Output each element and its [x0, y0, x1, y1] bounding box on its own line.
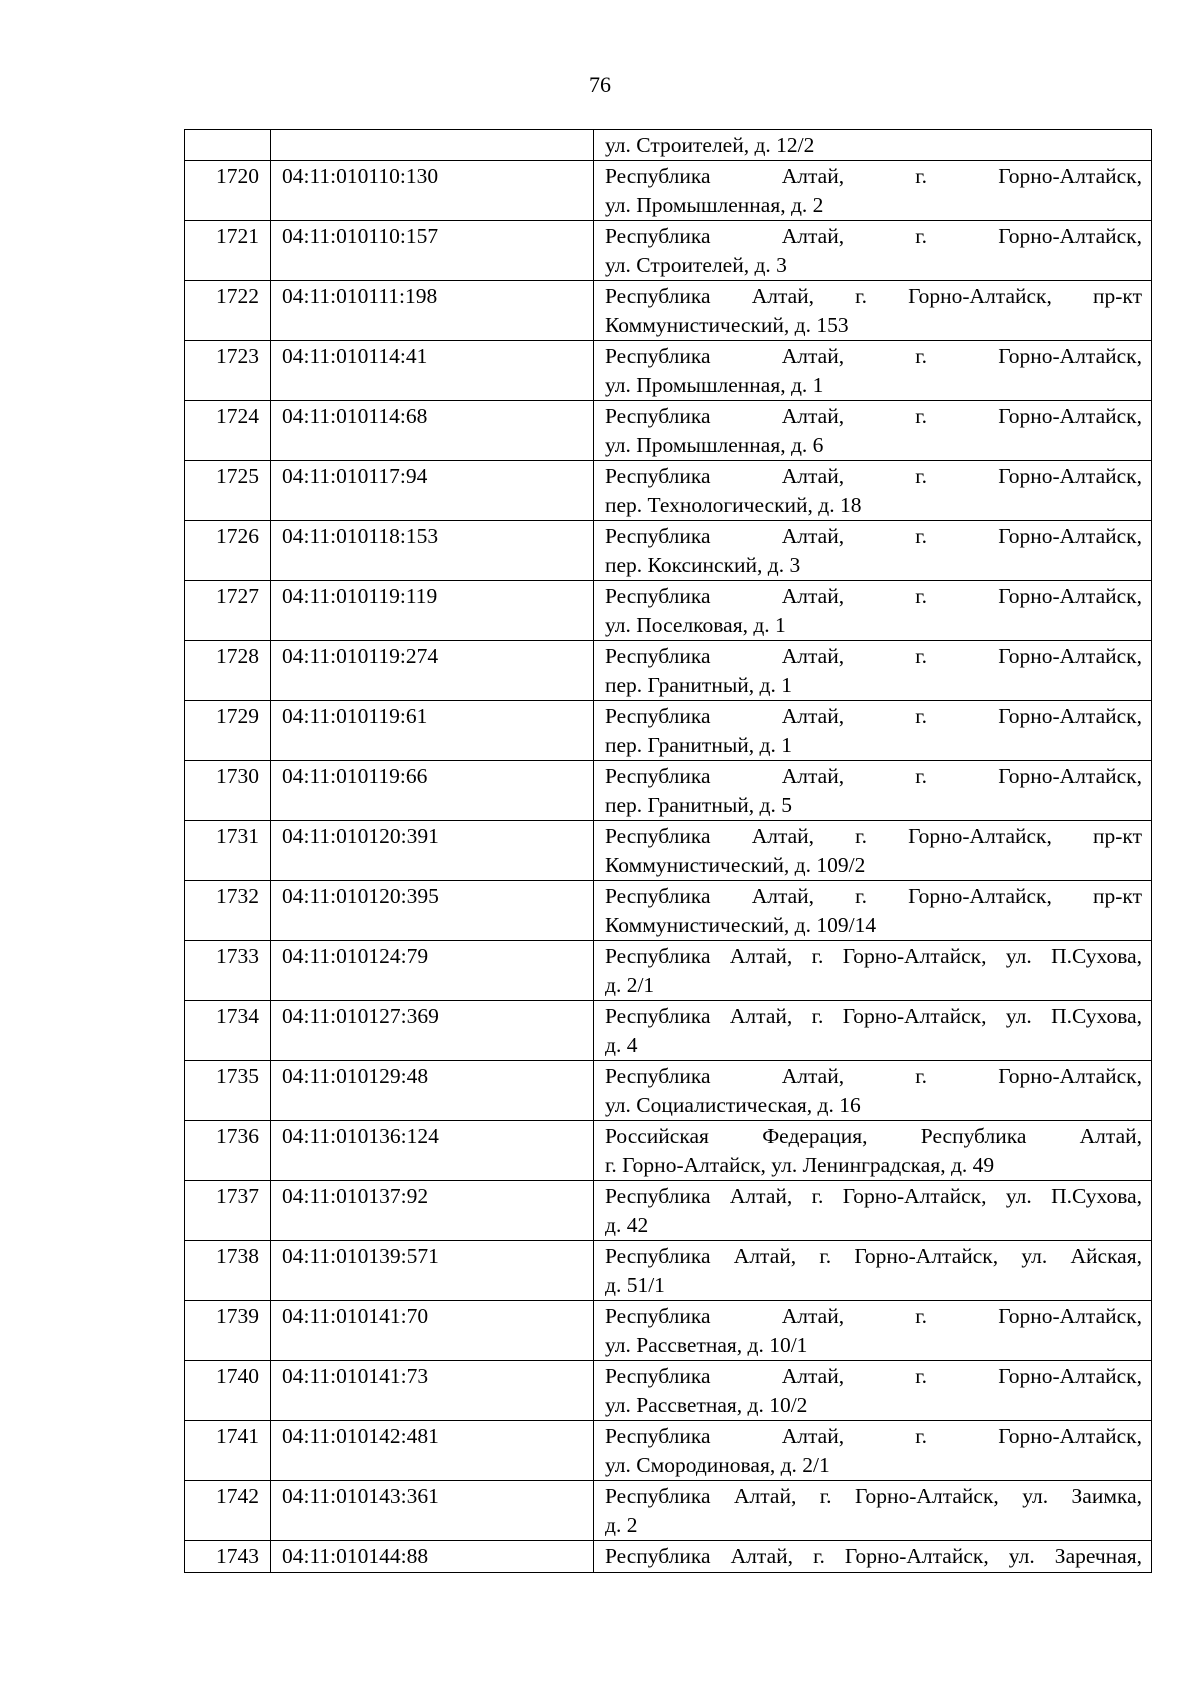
- address-cell: [594, 1121, 1152, 1181]
- row-number-cell: 1732: [185, 881, 271, 941]
- address-line-2: д. 51/1: [605, 1273, 665, 1297]
- cadastral-number-cell: 04:11:010110:130: [271, 161, 594, 221]
- row-number-cell: 1736: [185, 1121, 271, 1181]
- address-line-1: Республика Алтай, г. Горно-Алтайск,: [605, 464, 1142, 488]
- address-cell: [594, 1481, 1152, 1541]
- address-line-1: Республика Алтай, г. Горно-Алтайск,: [605, 1304, 1142, 1328]
- address-cell: [594, 881, 1152, 941]
- address-line-2: ул. Промышленная, д. 2: [605, 193, 824, 217]
- table-row: [185, 1361, 1152, 1421]
- row-number-cell: 1726: [185, 521, 271, 581]
- cadastral-number-cell: 04:11:010129:48: [271, 1061, 594, 1121]
- address-cell: [594, 521, 1152, 581]
- cadastral-number-cell: 04:11:010117:94: [271, 461, 594, 521]
- address-line-2: ул. Рассветная, д. 10/2: [605, 1393, 808, 1417]
- cadastral-number-cell: 04:11:010114:41: [271, 341, 594, 401]
- address-line-2: ул. Промышленная, д. 6: [605, 433, 824, 457]
- cadastral-number-cell: 04:11:010127:369: [271, 1001, 594, 1061]
- address-line-2: Коммунистический, д. 153: [605, 313, 849, 337]
- row-number-cell: 1725: [185, 461, 271, 521]
- page-number: 76: [589, 72, 611, 97]
- address-line-1: Республика Алтай, г. Горно-Алтайск, пр-кт: [605, 284, 1142, 308]
- address-cell: [594, 1421, 1152, 1481]
- address-cell: [594, 281, 1152, 341]
- address-cell: [594, 130, 1152, 161]
- cadastral-number-cell: 04:11:010120:391: [271, 821, 594, 881]
- cadastral-number-cell: 04:11:010141:70: [271, 1301, 594, 1361]
- address-line-2: д. 42: [605, 1213, 649, 1237]
- table-row: [185, 881, 1152, 941]
- row-number-cell: 1734: [185, 1001, 271, 1061]
- address-line-2: д. 2/1: [605, 973, 655, 997]
- address-line-2: ул. Промышленная, д. 1: [605, 373, 824, 397]
- address-line-2: ул. Поселковая, д. 1: [605, 613, 786, 637]
- table-row: [185, 1121, 1152, 1181]
- address-cell: [594, 1181, 1152, 1241]
- address-line-1: Республика Алтай, г. Горно-Алтайск, ул. П.Сухова,: [605, 1004, 1142, 1028]
- row-number-cell: 1743: [185, 1541, 271, 1573]
- table-row: [185, 461, 1152, 521]
- row-number-cell: 1735: [185, 1061, 271, 1121]
- address-line-1: Республика Алтай, г. Горно-Алтайск,: [605, 1064, 1142, 1088]
- cadastral-number-cell: 04:11:010144:88: [271, 1541, 594, 1573]
- table-row: [185, 341, 1152, 401]
- address-line-2: пер. Гранитный, д. 1: [605, 733, 792, 757]
- row-number-cell: 1727: [185, 581, 271, 641]
- cadastral-number-cell: 04:11:010142:481: [271, 1421, 594, 1481]
- table-row: [185, 701, 1152, 761]
- address-line-2: Коммунистический, д. 109/2: [605, 853, 866, 877]
- address-line-1: Республика Алтай, г. Горно-Алтайск,: [605, 1364, 1142, 1388]
- address-cell: [594, 581, 1152, 641]
- cadastral-number-cell: 04:11:010111:198: [271, 281, 594, 341]
- address-cell: [594, 821, 1152, 881]
- table-row: [185, 281, 1152, 341]
- address-line-1: Республика Алтай, г. Горно-Алтайск,: [605, 524, 1142, 548]
- address-cell: [594, 1001, 1152, 1061]
- row-number-cell: 1730: [185, 761, 271, 821]
- table-row: [185, 1541, 1152, 1573]
- address-line-1: Республика Алтай, г. Горно-Алтайск, ул. П.Сухова,: [605, 944, 1142, 968]
- address-line-1: Республика Алтай, г. Горно-Алтайск, ул. Айская,: [605, 1244, 1142, 1268]
- table-row: [185, 221, 1152, 281]
- cadastral-number-cell: [271, 130, 594, 161]
- address-line-2: ул. Смородиновая, д. 2/1: [605, 1453, 830, 1477]
- address-line-1: Республика Алтай, г. Горно-Алтайск,: [605, 224, 1142, 248]
- cadastral-number-cell: 04:11:010118:153: [271, 521, 594, 581]
- address-cell: [594, 341, 1152, 401]
- cadastral-number-cell: 04:11:010139:571: [271, 1241, 594, 1301]
- cadastral-number-cell: 04:11:010141:73: [271, 1361, 594, 1421]
- address-cell: [594, 1301, 1152, 1361]
- table-row: [185, 941, 1152, 1001]
- address-line-2: д. 4: [605, 1033, 638, 1057]
- address-line-2: пер. Гранитный, д. 1: [605, 673, 792, 697]
- address-line-1: Республика Алтай, г. Горно-Алтайск, ул. Заимка,: [605, 1484, 1142, 1508]
- address-line-1: Республика Алтай, г. Горно-Алтайск, пр-кт: [605, 884, 1142, 908]
- cadastral-number-cell: 04:11:010119:119: [271, 581, 594, 641]
- address-line-1: Республика Алтай, г. Горно-Алтайск, ул. Заречная,: [605, 1544, 1142, 1568]
- row-number-cell: 1724: [185, 401, 271, 461]
- address-cell: [594, 701, 1152, 761]
- address-cell: [594, 641, 1152, 701]
- address-line-1: Российская Федерация, Республика Алтай,: [605, 1124, 1142, 1148]
- row-number-cell: 1740: [185, 1361, 271, 1421]
- table-row: [185, 1181, 1152, 1241]
- row-number-cell: 1733: [185, 941, 271, 1001]
- address-line-1: Республика Алтай, г. Горно-Алтайск,: [605, 764, 1142, 788]
- address-line-1: Республика Алтай, г. Горно-Алтайск, пр-кт: [605, 824, 1142, 848]
- row-number-cell: 1729: [185, 701, 271, 761]
- address-cell: [594, 1061, 1152, 1121]
- row-number-cell: [185, 130, 271, 161]
- property-registry-table: [184, 129, 1152, 1573]
- address-line-1: Республика Алтай, г. Горно-Алтайск, ул. П.Сухова,: [605, 1184, 1142, 1208]
- table-row: [185, 761, 1152, 821]
- row-number-cell: 1720: [185, 161, 271, 221]
- address-line-2: пер. Гранитный, д. 5: [605, 793, 792, 817]
- row-number-cell: 1731: [185, 821, 271, 881]
- cadastral-number-cell: 04:11:010119:61: [271, 701, 594, 761]
- row-number-cell: 1738: [185, 1241, 271, 1301]
- address-line-2: Коммунистический, д. 109/14: [605, 913, 877, 937]
- address-cell: [594, 1241, 1152, 1301]
- address-line-1: Республика Алтай, г. Горно-Алтайск,: [605, 644, 1142, 668]
- address-line-1: Республика Алтай, г. Горно-Алтайск,: [605, 404, 1142, 428]
- table-row: [185, 1421, 1152, 1481]
- address-line-1: Республика Алтай, г. Горно-Алтайск,: [605, 704, 1142, 728]
- cadastral-number-cell: 04:11:010137:92: [271, 1181, 594, 1241]
- address-cell: [594, 1361, 1152, 1421]
- table-row: [185, 1241, 1152, 1301]
- address-cell: [594, 161, 1152, 221]
- cadastral-number-cell: 04:11:010110:157: [271, 221, 594, 281]
- row-number-cell: 1722: [185, 281, 271, 341]
- table-row: [185, 581, 1152, 641]
- cadastral-number-cell: 04:11:010119:274: [271, 641, 594, 701]
- table-row: [185, 1001, 1152, 1061]
- address-cell: [594, 461, 1152, 521]
- address-line-1: Республика Алтай, г. Горно-Алтайск,: [605, 164, 1142, 188]
- row-number-cell: 1741: [185, 1421, 271, 1481]
- cadastral-number-cell: 04:11:010136:124: [271, 1121, 594, 1181]
- address-line: ул. Строителей, д. 12/2: [605, 133, 815, 157]
- address-line-1: Республика Алтай, г. Горно-Алтайск,: [605, 584, 1142, 608]
- cadastral-number-cell: 04:11:010124:79: [271, 941, 594, 1001]
- cadastral-number-cell: 04:11:010119:66: [271, 761, 594, 821]
- address-cell: [594, 401, 1152, 461]
- table-row: [185, 1061, 1152, 1121]
- table-row: [185, 401, 1152, 461]
- address-line-2: пер. Коксинский, д. 3: [605, 553, 801, 577]
- address-cell: [594, 761, 1152, 821]
- cadastral-number-cell: 04:11:010120:395: [271, 881, 594, 941]
- address-line-1: Республика Алтай, г. Горно-Алтайск,: [605, 344, 1142, 368]
- cadastral-number-cell: 04:11:010114:68: [271, 401, 594, 461]
- table-row: [185, 821, 1152, 881]
- table-row: [185, 1481, 1152, 1541]
- table-row-continued: [185, 130, 1152, 161]
- cadastral-number-cell: 04:11:010143:361: [271, 1481, 594, 1541]
- address-line-2: ул. Рассветная, д. 10/1: [605, 1333, 808, 1357]
- address-line-2: д. 2: [605, 1513, 638, 1537]
- table-row: [185, 641, 1152, 701]
- address-line-2: пер. Технологический, д. 18: [605, 493, 862, 517]
- row-number-cell: 1742: [185, 1481, 271, 1541]
- table-row: [185, 161, 1152, 221]
- address-line-2: ул. Социалистическая, д. 16: [605, 1093, 861, 1117]
- table-row: [185, 521, 1152, 581]
- address-cell: [594, 1541, 1152, 1573]
- address-line-2: ул. Строителей, д. 3: [605, 253, 787, 277]
- row-number-cell: 1723: [185, 341, 271, 401]
- row-number-cell: 1737: [185, 1181, 271, 1241]
- table-row: [185, 1301, 1152, 1361]
- row-number-cell: 1721: [185, 221, 271, 281]
- registry-table-body: [185, 130, 1152, 1573]
- address-line-2: г. Горно-Алтайск, ул. Ленинградская, д. 49: [605, 1153, 995, 1177]
- address-line-1: Республика Алтай, г. Горно-Алтайск,: [605, 1424, 1142, 1448]
- address-cell: [594, 941, 1152, 1001]
- row-number-cell: 1739: [185, 1301, 271, 1361]
- row-number-cell: 1728: [185, 641, 271, 701]
- address-cell: [594, 221, 1152, 281]
